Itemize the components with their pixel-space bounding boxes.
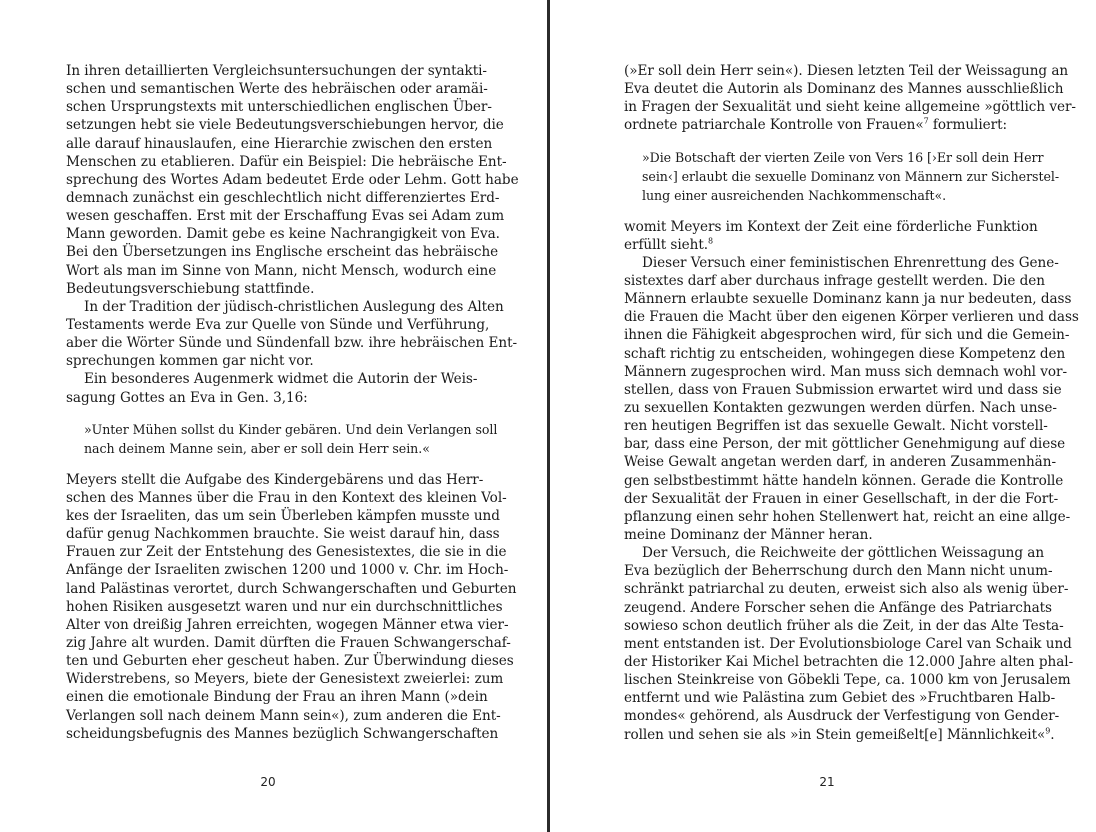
paragraph-1 [624, 62, 1076, 135]
text-line: land Palästinas verortet, durch Schwangerschaften und Geburten [66, 580, 517, 597]
paragraph-4 [66, 471, 517, 743]
text-line: alle darauf hinauslaufen, eine Hierarchie zwischen den ersten [66, 135, 493, 152]
paragraph-4 [624, 544, 1074, 744]
spacer [66, 407, 473, 420]
text-line: Der Versuch, die Reichweite der göttlichen Weissagung an [642, 545, 1045, 562]
text-line: kes der Israeliten, das um sein Überleben kämpfen musste und [66, 507, 500, 524]
text-line: gen selbstbestimmt hätte handeln können. Gerade die Kontrolle [624, 472, 1064, 489]
text-line: sistextes darf aber durchaus infrage gestellt werden. Die den [624, 272, 1045, 289]
text-line: in Fragen der Sexualität und sieht keine allgemeine »göttlich ver- [624, 99, 1076, 116]
text-line: zu sexuellen Kontakten gezwungen werden dürfen. Nach unse- [624, 399, 1057, 416]
text-line: Anfänge der Israeliten zwischen 1200 und 1000 v. Chr. im Hoch- [66, 562, 509, 579]
text-line: sagung Gottes an Eva in Gen. 3,16: [66, 389, 308, 406]
text-fragment: ordnete patriarchale Kontrolle von Frauen« [624, 117, 924, 134]
paragraph-3 [624, 254, 1079, 544]
footnote-marker: 7 [923, 116, 929, 126]
footnote-marker: 9 [1045, 725, 1051, 735]
text-line: Mann geworden. Damit gebe es keine Nachrangigkeit von Eva. [66, 226, 500, 243]
text-line: entfernt und wie Palästina zum Gebiet des »Fruchtbaren Halb- [624, 690, 1056, 707]
page-number: 20 [260, 775, 276, 789]
text-line: schränkt patriarchal zu deuten, erweist sich also als wenig über- [624, 581, 1069, 598]
paragraph-2 [624, 218, 1038, 254]
text-line: hohen Risiken ausgesetzt waren und nur ein durchschnittliches [66, 598, 503, 615]
text-line: Widerstrebens, so Meyers, biete der Genesistext zweierlei: zum [66, 671, 504, 688]
text-line: Wort als man im Sinne von Mann, nicht Mensch, wodurch eine [66, 262, 497, 279]
text-line [624, 236, 1031, 254]
text-line: bar, dass eine Person, der mit göttlicher Genehmigung auf diese [624, 436, 1066, 453]
text-line: meine Dominanz der Männer heran. [624, 526, 873, 543]
text-fragment: erfüllt sieht. [624, 236, 709, 253]
text-line: Ein besonderes Augenmerk widmet die Autorin der Weis- [84, 371, 478, 388]
text-line: schen Ursprungstexts mit unterschiedlichen englischen Über- [66, 99, 492, 116]
text-line: pflanzung einen sehr hohen Stellenwert hat, reicht an eine allge- [624, 508, 1071, 525]
text-line: der Sexualität der Frauen in einer Gesellschaft, in der die Fort- [624, 490, 1059, 507]
text-fragment: rollen und sehen sie als »in Stein gemeißelt[e] Männlichkeit« [624, 726, 1046, 743]
text-line: In der Tradition der jüdisch-christlichen Auslegung des Alten [84, 298, 504, 315]
footnote-marker: 8 [708, 236, 714, 246]
text-line: (»Er soll dein Herr sein«). Diesen letzten Teil der Weissagung an [624, 63, 1069, 79]
right-page [550, 0, 1096, 832]
paragraph-3 [66, 370, 478, 406]
text-line: Verlangen soll nach deinem Mann sein«), zum anderen die Ent- [66, 707, 501, 724]
quote-line: nach deinem Manne sein, aber er soll dein Herr sein.« [84, 440, 430, 456]
text-line: Frauen zur Zeit der Entstehung des Genesistextes, die sie in die [66, 544, 507, 561]
text-line: Meyers stellt die Aufgabe des Kindergebärens und das Herr- [66, 471, 484, 488]
page-number: 21 [819, 775, 835, 789]
text-line: stellen, dass von Frauen Submission erwartet wird und dass sie [624, 381, 1062, 398]
right-text-column [624, 62, 1079, 744]
quote-line: »Unter Mühen sollst du Kinder gebären. Und dein Verlangen soll [84, 421, 498, 437]
text-line: ihnen die Fähigkeit abgesprochen wird, für sich und die Gemein- [624, 327, 1070, 344]
text-line: Dieser Versuch einer feministischen Ehrenrettung des Gene- [642, 254, 1059, 271]
text-line: zeugend. Andere Forscher sehen die Anfänge des Patriarchats [624, 599, 1052, 616]
text-line: der Historiker Kai Michel betrachten die 12.000 Jahre alten phal- [624, 653, 1074, 670]
text-line: setzungen hebt sie viele Bedeutungsverschiebungen hervor, die [66, 117, 504, 134]
block-quote [66, 420, 498, 458]
text-line: Testaments werde Eva zur Quelle von Sünde und Verführung, [66, 316, 490, 333]
text-line: zig Jahre alt wurden. Damit dürften die Frauen Schwangerschaf- [66, 634, 511, 651]
paragraph-1 [66, 62, 519, 298]
text-line: sprechung des Wortes Adam bedeutet Erde oder Lehm. Gott habe [66, 171, 519, 188]
spacer [624, 135, 1031, 148]
text-line: Weise Gewalt angetan werden darf, in anderen Zusammenhän- [624, 454, 1056, 471]
text-line: Menschen zu etablieren. Dafür ein Beispiel: Die hebräische Ent- [66, 153, 507, 170]
text-line: ten und Geburten eher gescheut haben. Zur Überwindung dieses [66, 653, 514, 670]
text-line: schen des Mannes über die Frau in den Kontext des kleinen Vol- [66, 489, 507, 506]
text-line: womit Meyers im Kontext der Zeit eine förderliche Funktion [624, 218, 1038, 235]
text-line: demnach zunächst ein geschlechtlich nicht differenziertes Erd- [66, 189, 500, 206]
text-line: Männern zugesprochen wird. Man muss sich demnach wohl vor- [624, 363, 1068, 380]
spacer [66, 458, 473, 471]
quote-line: sein‹] erlaubt die sexuelle Dominanz von Männern zur Sicherstel- [642, 168, 1060, 184]
text-line [624, 116, 1031, 134]
text-line [624, 725, 1055, 744]
text-line: In ihren detaillierten Vergleichsuntersuchungen der syntakti- [66, 63, 487, 79]
text-line: Eva deutet die Autorin als Dominanz des Mannes ausschließlich [624, 81, 1064, 98]
spacer [624, 205, 1031, 218]
quote-line: »Die Botschaft der vierten Zeile von Vers 16 [›Er soll dein Herr [642, 149, 1044, 165]
quote-line: lung einer ausreichenden Nachkommenschaft«. [642, 187, 947, 203]
text-line: wesen geschaffen. Erst mit der Erschaffung Evas sei Adam zum [66, 208, 505, 225]
text-line: sprechungen kommen gar nicht vor. [66, 353, 314, 370]
text-line: schen und semantischen Werte des hebräischen oder aramäi- [66, 81, 488, 98]
text-line: schaft richtig zu entscheiden, wohingegen diese Kompetenz den [624, 345, 1066, 362]
text-line: mondes« gehörend, als Ausdruck der Verfestigung von Gender- [624, 708, 1060, 725]
text-line: einen die emotionale Bindung der Frau an ihren Mann (»dein [66, 689, 488, 706]
text-fragment: . [1050, 726, 1055, 743]
text-line: lischen Steinkreise von Göbekli Tepe, ca. 1000 km von Jerusalem [624, 672, 1071, 689]
text-line: Alter von dreißig Jahren erreichten, wogegen Männer etwa vier- [66, 616, 509, 633]
text-line: scheidungsbefugnis des Mannes bezüglich Schwangerschaften [66, 725, 499, 742]
text-line: ren heutigen Begriffen ist das sexuelle Gewalt. Nicht vorstell- [624, 418, 1048, 435]
text-line: Eva bezüglich der Beherrschung durch den Mann nicht unum- [624, 563, 1053, 580]
text-line: sowieso schon deutlich früher als die Zeit, in der das Alte Testa- [624, 617, 1064, 634]
text-line: die Frauen die Macht über den eigenen Körper verlieren und dass [624, 309, 1079, 326]
text-line: dafür genug Nachkommen brauchte. Sie weist darauf hin, dass [66, 526, 500, 543]
text-line: Bedeutungsverschiebung stattfinde. [66, 280, 315, 297]
text-fragment: formuliert: [928, 117, 1008, 134]
text-line: aber die Wörter Sünde und Sündenfall bzw. ihre hebräischen Ent- [66, 335, 518, 352]
paragraph-2 [66, 298, 518, 371]
text-line: ment entstanden ist. Der Evolutionsbiologe Carel van Schaik und [624, 635, 1072, 652]
left-text-column [66, 62, 519, 743]
text-line: Männern erlaubte sexuelle Dominanz kann ja nur bedeuten, dass [624, 291, 1072, 308]
block-quote [624, 148, 1060, 205]
text-line: Bei den Übersetzungen ins Englische erscheint das hebräische [66, 244, 499, 261]
left-page [0, 0, 547, 832]
